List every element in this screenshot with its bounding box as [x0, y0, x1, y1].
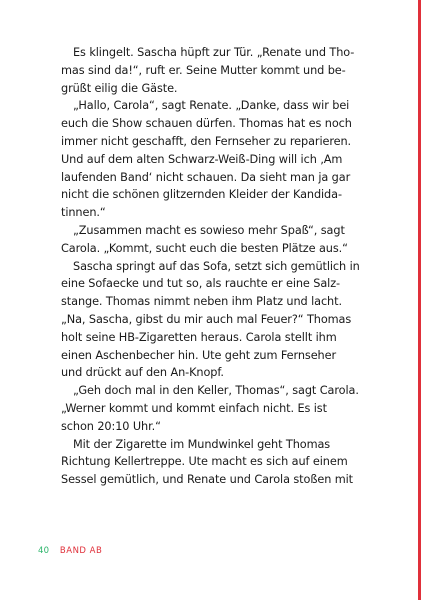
text-line: laufenden Band‘ nicht schauen. Da sieht man ja gar: [61, 170, 351, 184]
text-line: „Na, Sascha, gibst du mir auch mal Feuer?“ Thomas: [61, 312, 352, 326]
text-line: und drückt auf den An-Knopf.: [61, 366, 224, 380]
text-line: Und auf dem alten Schwarz-Weiß-Ding will ich ‚Am: [61, 152, 343, 166]
text-line: „Zusammen macht es sowieso mehr Spaß“, sagt: [73, 223, 345, 237]
text-line: Carola. „Kommt, sucht euch die besten Plätze aus.“: [61, 241, 348, 255]
paragraph: [61, 44, 361, 97]
text-line: Sascha springt auf das Sofa, setzt sich gemütlich in: [73, 259, 360, 273]
text-line: immer nicht geschafft, den Fernseher zu reparieren.: [61, 134, 352, 148]
text-line: tinnen.“: [61, 206, 106, 220]
text-line: Es klingelt. Sascha hüpft zur Tür. „Renate und Tho-: [73, 46, 355, 59]
paragraph: [61, 97, 361, 222]
text-line: „Geh doch mal in den Keller, Thomas“, sagt Carola.: [73, 384, 359, 398]
text-line: grüßt eilig die Gäste.: [61, 81, 178, 95]
paragraph: [61, 258, 361, 383]
text-line: einen Aschenbecher hin. Ute geht zum Fernseher: [61, 348, 337, 362]
paragraph: [61, 222, 361, 258]
text-line: nicht die schönen glitzernden Kleider der Kandida-: [61, 188, 342, 202]
text-line: schon 20:10 Uhr.“: [61, 419, 161, 433]
paragraph: [61, 382, 361, 435]
text-line: euch die Show schauen dürfen. Thomas hat es noch: [61, 117, 352, 131]
text-line: Richtung Kellertreppe. Ute macht es sich auf einem: [61, 455, 348, 469]
page-number: 40: [38, 546, 50, 556]
running-title: BAND AB: [59, 546, 103, 556]
text-line: „Hallo, Carola“, sagt Renate. „Danke, dass wir bei: [73, 99, 350, 113]
body-text: [61, 44, 361, 489]
paragraph: [61, 436, 361, 489]
text-line: holt seine HB-Zigaretten heraus. Carola stellt ihm: [61, 330, 337, 344]
text-line: Mit der Zigarette im Mundwinkel geht Thomas: [73, 437, 331, 451]
text-line: stange. Thomas nimmt neben ihm Platz und lacht.: [61, 295, 342, 309]
text-line: „Werner kommt und kommt einfach nicht. Es ist: [61, 401, 327, 415]
text-line: mas sind da!“, ruft er. Seine Mutter kommt und be-: [61, 63, 346, 77]
text-line: eine Sofaecke und tut so, als rauchte er eine Salz-: [61, 277, 341, 291]
page-footer: [38, 545, 102, 557]
text-line: Sessel gemütlich, und Renate und Carola stoßen mit: [61, 473, 354, 487]
